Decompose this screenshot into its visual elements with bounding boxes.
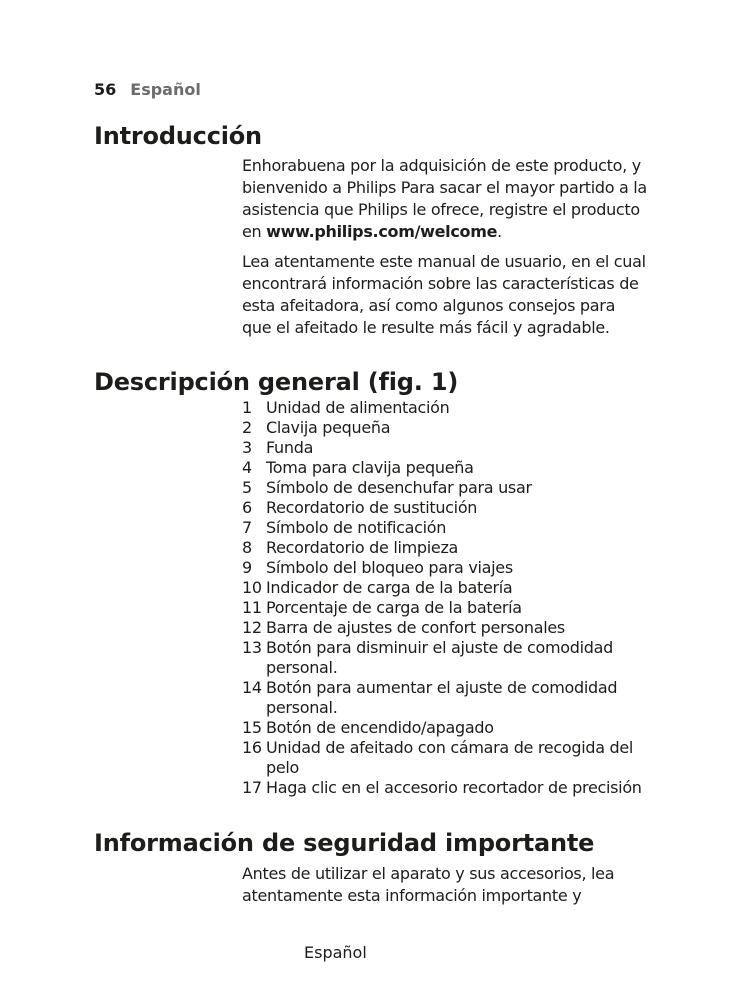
list-item-text: Toma para clavija pequeña xyxy=(266,458,474,477)
intro-paragraph-1-end: . xyxy=(497,222,502,241)
list-item-number: 2 xyxy=(242,418,252,437)
list-item-text: Barra de ajustes de confort personales xyxy=(266,618,565,637)
intro-paragraph-1-text: Enhorabuena por la adquisición de este producto, y bienvenido a Philips Para sacar el mayor partido a la asistencia que Philips le ofrece, registre el producto en xyxy=(242,156,647,241)
list-item-text: Botón para aumentar el ajuste de comodidad personal. xyxy=(266,678,618,717)
intro-section xyxy=(242,155,647,339)
list-item-number: 11 xyxy=(242,598,262,617)
page-number: 56 xyxy=(94,80,117,99)
list-item xyxy=(242,618,647,638)
list-item-number: 16 xyxy=(242,738,262,757)
page-header xyxy=(94,80,201,100)
list-item xyxy=(242,738,647,778)
list-item xyxy=(242,438,647,458)
list-item-text: Indicador de carga de la batería xyxy=(266,578,513,597)
list-item xyxy=(242,578,647,598)
list-item-text: Recordatorio de sustitución xyxy=(266,498,478,517)
list-item-text: Haga clic en el accesorio recortador de precisión xyxy=(266,778,642,797)
list-item xyxy=(242,418,647,438)
list-item xyxy=(242,458,647,478)
list-item-text: Botón de encendido/apagado xyxy=(266,718,494,737)
list-item-text: Clavija pequeña xyxy=(266,418,391,437)
list-item xyxy=(242,718,647,738)
list-item-text: Símbolo del bloqueo para viajes xyxy=(266,558,513,577)
list-item-number: 8 xyxy=(242,538,252,557)
list-item xyxy=(242,558,647,578)
list-item-number: 6 xyxy=(242,498,252,517)
list-item-number: 7 xyxy=(242,518,252,537)
safety-heading: Información de seguridad importante xyxy=(94,829,595,857)
list-item-text: Funda xyxy=(266,438,314,457)
list-item-text: Recordatorio de limpieza xyxy=(266,538,459,557)
list-item-number: 1 xyxy=(242,398,252,417)
list-item-number: 14 xyxy=(242,678,262,697)
list-item-text: Botón para disminuir el ajuste de comodidad personal. xyxy=(266,638,614,677)
list-item xyxy=(242,598,647,618)
intro-paragraph-1 xyxy=(242,155,647,243)
list-item xyxy=(242,778,647,798)
page-footer: Español xyxy=(304,943,367,962)
list-item-text: Porcentaje de carga de la batería xyxy=(266,598,522,617)
list-item-number: 5 xyxy=(242,478,252,497)
list-item xyxy=(242,538,647,558)
list-item-text: Símbolo de desenchufar para usar xyxy=(266,478,532,497)
list-item-text: Unidad de alimentación xyxy=(266,398,450,417)
welcome-link[interactable]: www.philips.com/welcome xyxy=(266,222,498,241)
list-item-number: 12 xyxy=(242,618,262,637)
list-item xyxy=(242,638,647,678)
intro-paragraph-2: Lea atentamente este manual de usuario, en el cual encontrará información sobre las características de esta afeitadora, así como algunos consejos para que el afeitado le resulte más fácil y agradable. xyxy=(242,252,646,337)
list-item-number: 9 xyxy=(242,558,252,577)
list-item-number: 13 xyxy=(242,638,262,657)
list-item-number: 3 xyxy=(242,438,252,457)
intro-heading: Introducción xyxy=(94,122,262,150)
list-item-number: 10 xyxy=(242,578,262,597)
list-item xyxy=(242,678,647,718)
list-item-number: 15 xyxy=(242,718,262,737)
list-item xyxy=(242,498,647,518)
list-item xyxy=(242,398,647,418)
list-item xyxy=(242,478,647,498)
overview-list xyxy=(242,398,647,798)
list-item xyxy=(242,518,647,538)
list-item-number: 17 xyxy=(242,778,262,797)
list-item-text: Símbolo de notificación xyxy=(266,518,447,537)
safety-paragraph-1: Antes de utilizar el aparato y sus accesorios, lea atentamente esta información importante y xyxy=(242,864,615,905)
safety-section xyxy=(242,863,647,907)
list-item-text: Unidad de afeitado con cámara de recogida del pelo xyxy=(266,738,634,777)
overview-heading: Descripción general (fig. 1) xyxy=(94,368,459,396)
header-language: Español xyxy=(130,80,201,99)
list-item-number: 4 xyxy=(242,458,252,477)
